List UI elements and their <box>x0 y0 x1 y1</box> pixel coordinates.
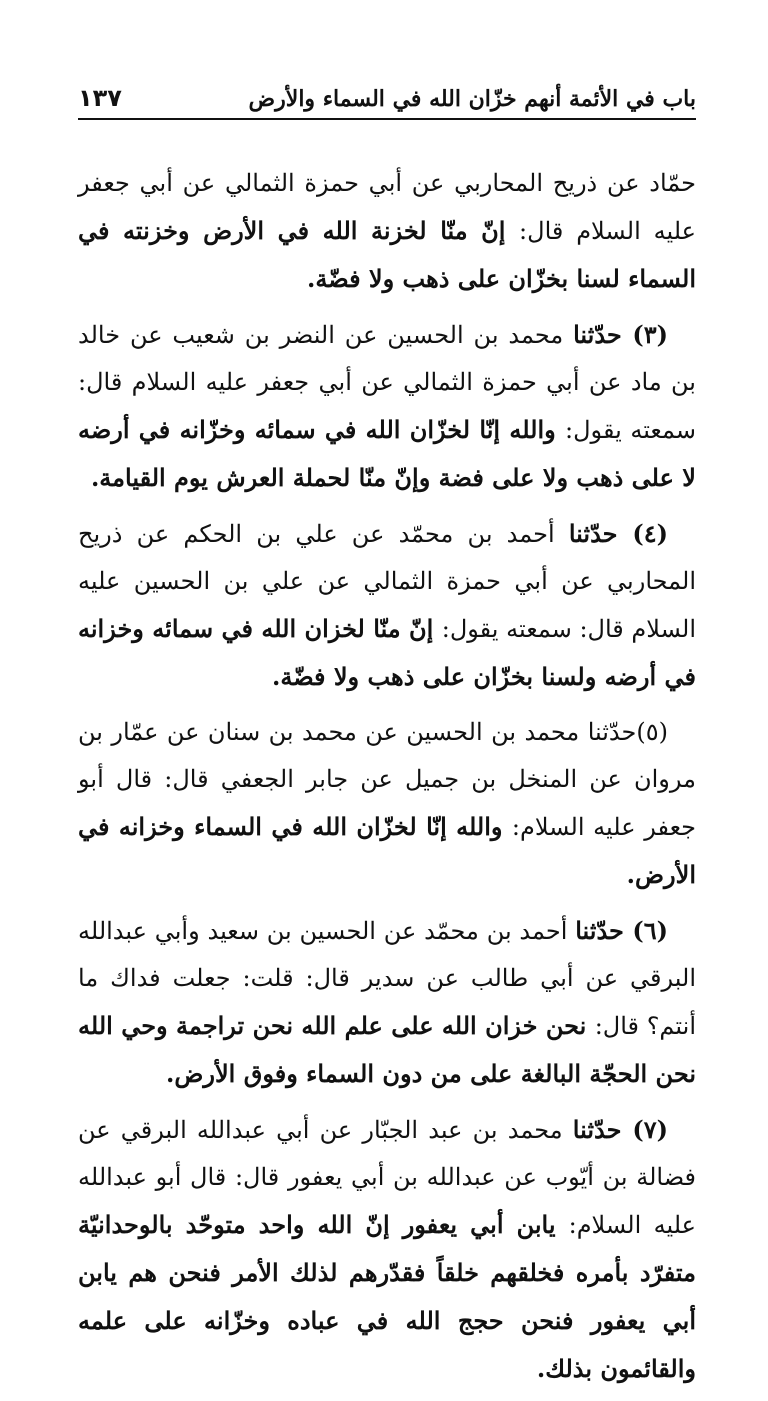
paragraph-6 <box>78 907 696 1098</box>
paragraph-6-text: أحمد بن محمّد عن الحسين بن سعيد وأبي عبدالله البرقي عن أبي طالب عن سدير قال: قلت: جعلت فداك ما أنتم؟ قال: <box>78 917 696 1040</box>
paragraph-3-text: محمد بن الحسين عن النضر بن شعيب عن خالد بن ماد عن أبي حمزة الثمالي عن أبي جعفر عليه السلام قال: سمعته يقول: <box>78 321 696 444</box>
paragraph-6-quote: نحن خزان الله على علم الله نحن تراجمة وحي الله نحن الحجّة البالغة على من دون السماء وفوق الأرض. <box>78 1011 696 1088</box>
chapter-title: باب في الأئمة أنهم خزّان الله في السماء والأرض <box>248 86 696 112</box>
paragraph-5-lead: (٥) <box>636 718 668 746</box>
paragraph-3-quote: والله إنّا لخزّان الله في سمائه وخزّانه في أرضه لا على ذهب ولا على فضة وإنّ منّا لحملة العرش يوم القيامة. <box>78 415 696 492</box>
paragraph-4-quote: إنّ منّا لخزان الله في سمائه وخزانه في أرضه ولسنا بخزّان على ذهب ولا فضّة. <box>78 614 696 691</box>
paragraph-4 <box>78 510 696 701</box>
paragraph-7-text: محمد بن عبد الجبّار عن أبي عبدالله البرقي عن فضالة بن أيّوب عن عبدالله بن أبي يعفور قال: قال أبو عبدالله عليه السلام: <box>78 1116 696 1239</box>
running-header <box>78 84 696 120</box>
paragraph-3-lead: (٣) حدّثنا <box>573 320 668 349</box>
paragraph-3 <box>78 311 696 502</box>
paragraph-4-lead: (٤) حدّثنا <box>568 519 668 548</box>
paragraph-5 <box>78 709 696 899</box>
page-number: ١٣٧ <box>78 84 122 112</box>
paragraph-7-quote: يابن أبي يعفور إنّ الله واحد متوحّد بالوحدانيّة متفرّد بأمره فخلقهم خلقاً فقدّرهم لذلك الأمر فنحن هم يابن أبي يعفور فنحن حجج الله في عباده وخزّانه على علمه والقائمون بذلك. <box>78 1210 696 1383</box>
paragraph-4-text: أحمد بن محمّد عن علي بن الحكم عن ذريح المحاربي عن أبي حمزة الثمالي عن علي بن الحسين عليه السلام قال: سمعته يقول: <box>78 520 696 643</box>
paragraph-5-text: حدّثنا محمد بن الحسين عن محمد بن سنان عن عمّار بن مروان عن المنخل بن جميل عن جابر الجعفي قال: قال أبو جعفر عليه السلام: <box>78 718 696 841</box>
paragraph-1 <box>78 160 696 303</box>
paragraph-1-text: حمّاد عن ذريح المحاربي عن أبي حمزة الثمالي عن أبي جعفر عليه السلام قال: <box>78 169 696 245</box>
paragraph-1-quote: إنّ منّا لخزنة الله في الأرض وخزنته في السماء لسنا بخزّان على ذهب ولا فضّة. <box>78 216 696 293</box>
paragraph-7-lead: (٧) حدّثنا <box>572 1115 668 1144</box>
paragraph-5-quote: والله إنّا لخزّان الله في السماء وخزانه في الأرض. <box>78 812 696 889</box>
paragraph-7 <box>78 1106 696 1393</box>
paragraph-6-lead: (٦) حدّثنا <box>575 916 668 945</box>
text-body <box>78 160 696 1401</box>
